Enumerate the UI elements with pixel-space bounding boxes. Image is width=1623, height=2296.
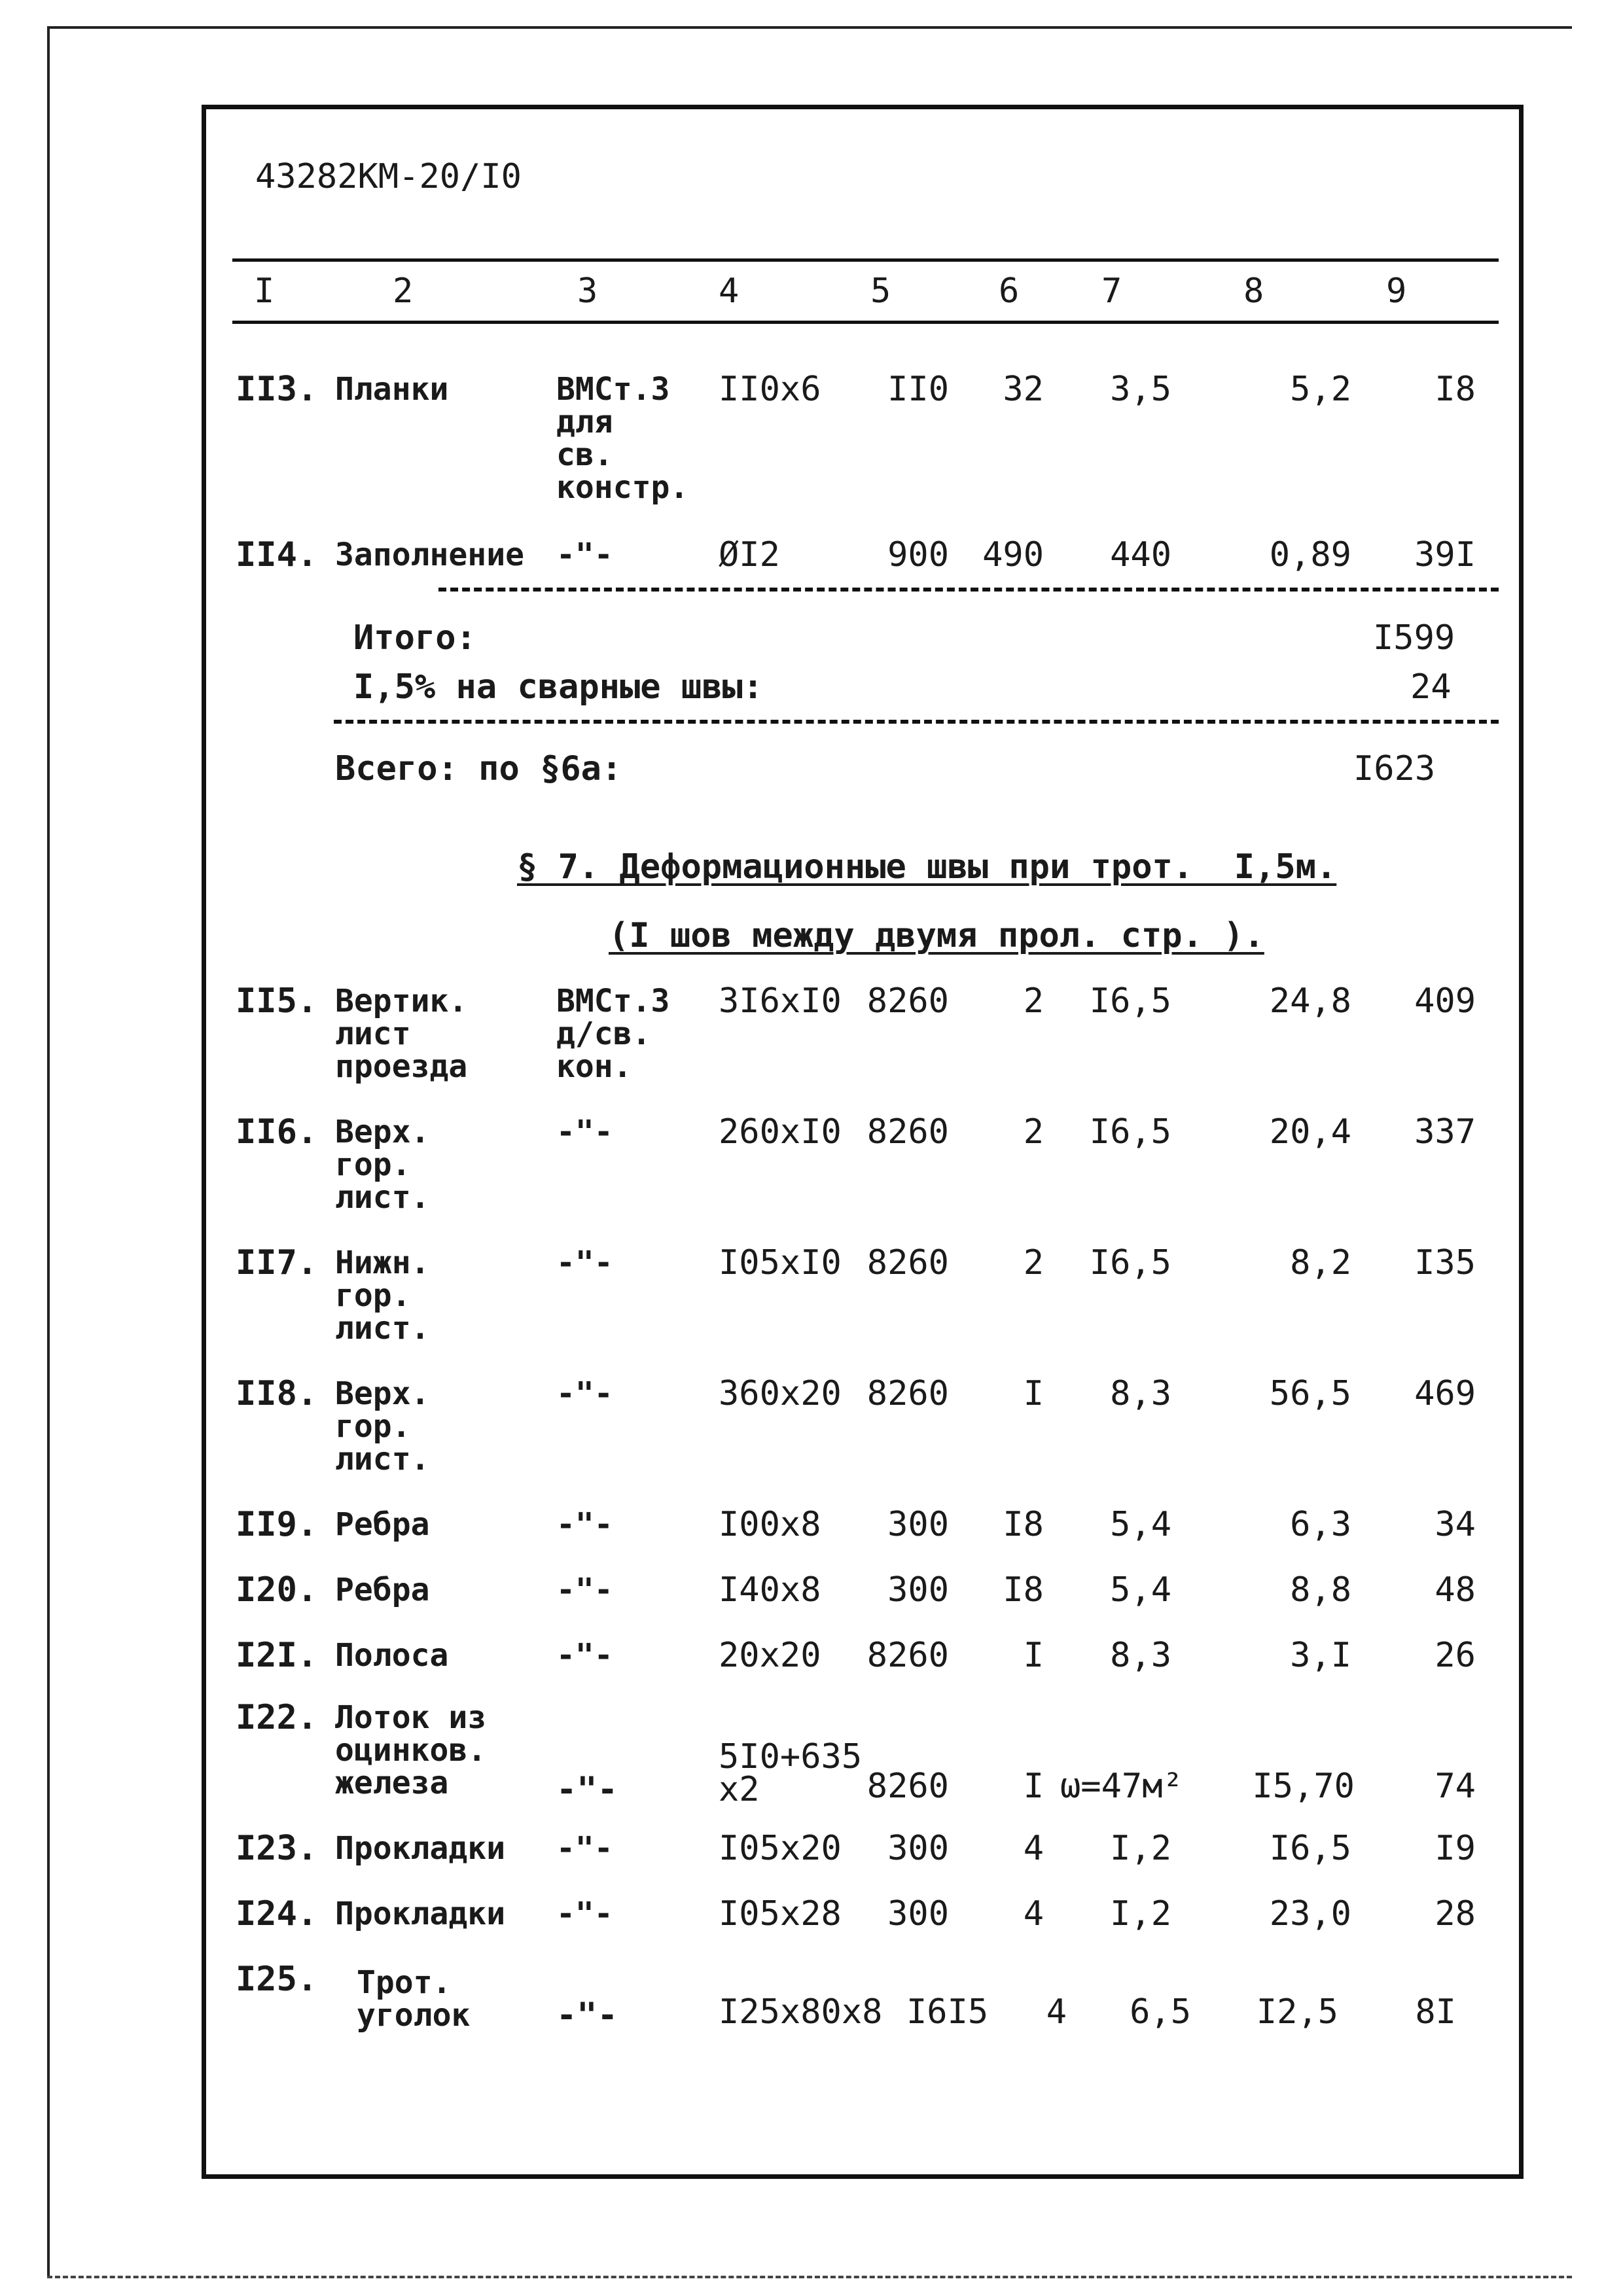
- row-number: I25.: [236, 1960, 318, 1999]
- row-col8: 6,3: [1290, 1505, 1351, 1544]
- row-section: I00x8: [719, 1505, 821, 1544]
- row-col7: 6,5: [1130, 1992, 1191, 2032]
- row-number: I2I.: [236, 1636, 318, 1675]
- row-section: 260xI0: [719, 1112, 842, 1152]
- row-col6: 32: [1003, 370, 1044, 409]
- row-col6: I: [1023, 1767, 1044, 1806]
- welds-label: I,5% на сварные швы:: [353, 667, 764, 707]
- row-col8: I6,5: [1269, 1829, 1351, 1868]
- row-col6: I8: [1003, 1505, 1044, 1544]
- row-name: лист.: [335, 1179, 430, 1216]
- row-col7: 440: [1110, 535, 1171, 574]
- row-col9: 337: [1414, 1112, 1476, 1152]
- row-name: гор.: [335, 1277, 411, 1314]
- row-section: II0x6: [719, 370, 821, 409]
- row-section: 20x20: [719, 1636, 821, 1675]
- row-name: оцинков.: [335, 1732, 487, 1769]
- dashed-separator: [438, 588, 1499, 592]
- row-col6: 4: [1023, 1894, 1044, 1934]
- row-col9: 26: [1435, 1636, 1476, 1675]
- row-material: -"-: [556, 1996, 618, 2035]
- row-number: II8.: [236, 1374, 318, 1413]
- row-name: Прокладки: [335, 1830, 506, 1867]
- row-name: гор.: [335, 1408, 411, 1445]
- row-col5: 300: [887, 1894, 949, 1934]
- col-header-3: 3: [577, 272, 598, 311]
- row-col5: 300: [887, 1829, 949, 1868]
- row-material: -"-: [556, 1506, 613, 1543]
- row-col9: 469: [1414, 1374, 1476, 1413]
- row-name: Прокладки: [335, 1896, 506, 1932]
- row-col5: I6I5: [906, 1992, 989, 2032]
- row-col5: 8260: [866, 1112, 949, 1152]
- row-name: Планки: [335, 371, 449, 408]
- section-heading: § 7. Деформационные швы при трот. I,5м.: [517, 847, 1337, 887]
- row-name: Ребра: [335, 1506, 430, 1543]
- row-col9: I8: [1435, 370, 1476, 409]
- row-col6: I: [1023, 1374, 1044, 1413]
- itogo-value: I599: [1373, 618, 1455, 658]
- row-col5: 900: [887, 535, 949, 574]
- row-col9: 8I: [1415, 1992, 1456, 2032]
- col-header-7: 7: [1101, 272, 1122, 311]
- row-material: -"-: [556, 1375, 613, 1412]
- col-header-6: 6: [999, 272, 1020, 311]
- header-rule-top: [232, 258, 1499, 262]
- vsego-value: I623: [1353, 749, 1436, 788]
- row-col8: 8,8: [1290, 1570, 1351, 1610]
- row-name: проезда: [335, 1048, 468, 1085]
- row-number: I23.: [236, 1829, 318, 1868]
- row-col7: I,2: [1110, 1829, 1171, 1868]
- row-col9: 34: [1435, 1505, 1476, 1544]
- col-header-1: I: [254, 272, 275, 311]
- row-material: -"-: [556, 537, 613, 573]
- row-name: Ребра: [335, 1572, 430, 1608]
- row-name: уголок: [357, 1997, 471, 2034]
- row-section: I05xI0: [719, 1243, 842, 1282]
- col-header-8: 8: [1243, 272, 1264, 311]
- row-col5: 300: [887, 1570, 949, 1610]
- row-material: -"-: [556, 1114, 613, 1150]
- row-number: II7.: [236, 1243, 318, 1282]
- row-material: д/св.: [556, 1016, 651, 1052]
- row-col8: 8,2: [1290, 1243, 1351, 1282]
- row-section: I40x8: [719, 1570, 821, 1610]
- row-col7: ω=47м²: [1060, 1767, 1183, 1806]
- row-col6: 490: [982, 535, 1044, 574]
- row-material: -"-: [556, 1830, 613, 1867]
- row-material: -"-: [556, 1245, 613, 1281]
- row-col7: I6,5: [1089, 981, 1171, 1021]
- row-material: ВМСт.3: [556, 983, 670, 1019]
- row-col8: I5,70: [1252, 1767, 1355, 1806]
- row-col8: 0,89: [1269, 535, 1351, 574]
- row-material: -"-: [556, 1637, 613, 1674]
- row-col5: 8260: [866, 1636, 949, 1675]
- col-header-2: 2: [393, 272, 414, 311]
- row-col5: 8260: [866, 981, 949, 1021]
- row-number: I20.: [236, 1570, 318, 1610]
- vsego-label: Всего: по §6а:: [335, 749, 622, 788]
- row-col9: 28: [1435, 1894, 1476, 1934]
- row-section: 3I6xI0: [719, 981, 842, 1021]
- row-col8: I2,5: [1256, 1992, 1338, 2032]
- row-col5: 8260: [866, 1767, 949, 1806]
- row-col7: 5,4: [1110, 1570, 1171, 1610]
- row-col6: 2: [1023, 981, 1044, 1021]
- header-rule-bottom: [232, 321, 1499, 324]
- row-section: ØI2: [719, 535, 780, 574]
- row-section: x2: [719, 1770, 760, 1809]
- row-material: констр.: [556, 469, 689, 506]
- outer-border-top: [47, 26, 1572, 29]
- row-number: II9.: [236, 1505, 318, 1544]
- row-name: лист: [335, 1016, 411, 1052]
- row-name: Нижн.: [335, 1245, 430, 1281]
- row-col7: 8,3: [1110, 1636, 1171, 1675]
- row-name: гор.: [335, 1146, 411, 1183]
- row-col8: 24,8: [1269, 981, 1351, 1021]
- row-col7: 5,4: [1110, 1505, 1171, 1544]
- row-col8: 5,2: [1290, 370, 1351, 409]
- row-col8: 23,0: [1269, 1894, 1351, 1934]
- row-col8: 20,4: [1269, 1112, 1351, 1152]
- row-name: лист.: [335, 1441, 430, 1477]
- outer-border-left: [47, 26, 50, 2277]
- row-name: Верх.: [335, 1375, 430, 1412]
- row-col7: I6,5: [1089, 1243, 1171, 1282]
- row-col6: 4: [1023, 1829, 1044, 1868]
- outer-border-bottom: [47, 2276, 1572, 2278]
- row-col9: 74: [1435, 1767, 1476, 1806]
- row-section: 5I0+635: [719, 1737, 863, 1776]
- dashed-separator: [334, 720, 1499, 724]
- row-col6: 4: [1046, 1992, 1067, 2032]
- row-col6: 2: [1023, 1243, 1044, 1282]
- row-col5: 8260: [866, 1374, 949, 1413]
- row-col5: 300: [887, 1505, 949, 1544]
- row-col9: I9: [1435, 1829, 1476, 1868]
- row-col7: I6,5: [1089, 1112, 1171, 1152]
- section-subheading: (I шов между двумя прол. стр. ).: [609, 916, 1264, 955]
- row-number: II3.: [236, 370, 318, 409]
- row-material: -"-: [556, 1572, 613, 1608]
- row-material: кон.: [556, 1048, 632, 1085]
- row-col7: 3,5: [1110, 370, 1171, 409]
- row-name: Полоса: [335, 1637, 449, 1674]
- row-col9: 48: [1435, 1570, 1476, 1610]
- row-number: II5.: [236, 981, 318, 1021]
- row-section: 360x20: [719, 1374, 842, 1413]
- row-material: -"-: [556, 1770, 618, 1809]
- row-name: лист.: [335, 1310, 430, 1347]
- row-col7: I,2: [1110, 1894, 1171, 1934]
- col-header-9: 9: [1386, 272, 1407, 311]
- row-col9: I35: [1414, 1243, 1476, 1282]
- row-col6: I: [1023, 1636, 1044, 1675]
- document-number: 43282КМ-20/I0: [255, 157, 522, 196]
- row-material: -"-: [556, 1896, 613, 1932]
- col-header-4: 4: [719, 272, 740, 311]
- row-col9: 39I: [1414, 535, 1476, 574]
- row-section: I05x20: [719, 1829, 842, 1868]
- row-number: II6.: [236, 1112, 318, 1152]
- row-col8: 3,I: [1290, 1636, 1351, 1675]
- row-material: для: [556, 404, 613, 440]
- row-number: I22.: [236, 1698, 318, 1737]
- row-name: Вертик.: [335, 983, 468, 1019]
- row-name: Трот.: [357, 1964, 452, 2001]
- row-name: Лоток из: [335, 1699, 487, 1736]
- row-material: ВМСт.3: [556, 371, 670, 408]
- row-name: Заполнение: [335, 537, 524, 573]
- row-col6: 2: [1023, 1112, 1044, 1152]
- itogo-label: Итого:: [353, 618, 476, 658]
- row-section: I05x28: [719, 1894, 842, 1934]
- row-col5: 8260: [866, 1243, 949, 1282]
- row-number: I24.: [236, 1894, 318, 1934]
- row-material: св.: [556, 436, 613, 473]
- row-name: Верх.: [335, 1114, 430, 1150]
- row-name: железа: [335, 1765, 449, 1801]
- row-col9: 409: [1414, 981, 1476, 1021]
- row-section: I25x80x8: [719, 1992, 883, 2032]
- row-col7: 8,3: [1110, 1374, 1171, 1413]
- row-col5: II0: [887, 370, 949, 409]
- welds-value: 24: [1410, 667, 1452, 707]
- col-header-5: 5: [870, 272, 891, 311]
- row-col6: I8: [1003, 1570, 1044, 1610]
- row-col8: 56,5: [1269, 1374, 1351, 1413]
- row-number: II4.: [236, 535, 318, 574]
